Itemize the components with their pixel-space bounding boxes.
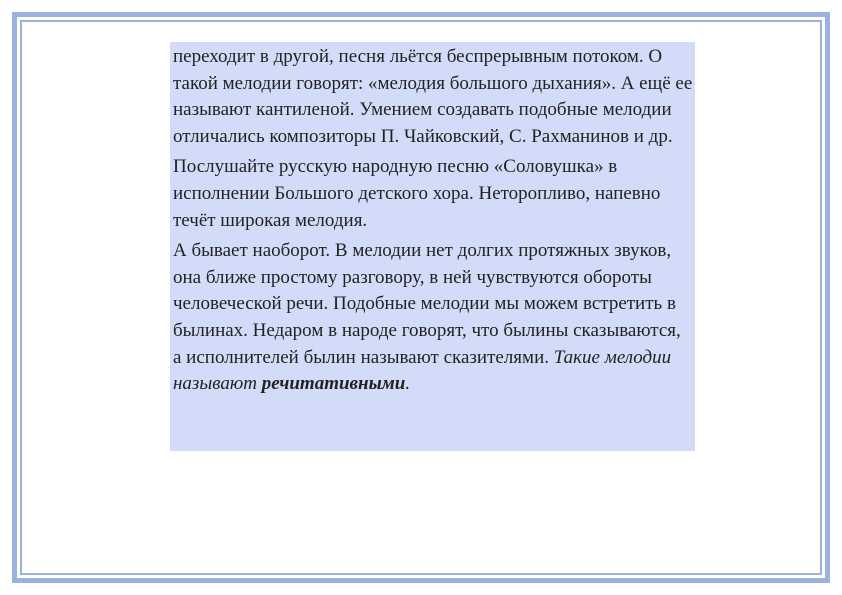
paragraph-3-text: А бывает наоборот. В мелодии нет долгих протяжных звуков, она ближе простому разговору, в ней чувствуются обороты человеческой речи. Подобные мелодии мы можем встретить в былинах. Недаром в народе говорят, что былины сказываются, а исполнителей былин называют сказителями. (173, 240, 681, 368)
paragraph-1 (173, 44, 693, 150)
paragraph-3-end: . (405, 373, 411, 395)
paragraph-2-text: Послушайте русскую народную песню «Соловушка» в исполнении Большого детского хора. Неторопливо, напевно течёт широкая мелодия. (173, 156, 661, 231)
text-box (170, 42, 695, 451)
paragraph-3-italic-text: Такие мелодии называют (173, 346, 672, 395)
term-recitative: речитативными (261, 373, 406, 395)
paragraph-1-text: переходит в другой, песня льётся беспрерывным потоком. О такой мелодии говорят: «мелодия большого дыхания». А ещё ее называют кантиленой. Умением создавать подобные мелодии отличались композиторы П. Чайковский, С. Рахманинов и др. (173, 46, 693, 147)
paragraph-2 (173, 154, 693, 234)
paragraph-3 (173, 238, 693, 398)
